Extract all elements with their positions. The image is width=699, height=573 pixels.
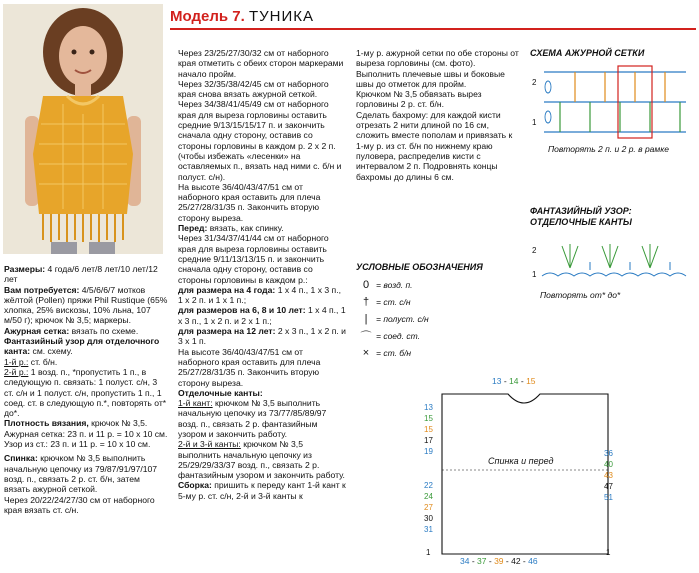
sizes-label: Размеры: — [4, 264, 46, 274]
size-value: 39 — [494, 556, 504, 566]
pattern-schematic — [420, 372, 620, 568]
fancy-text: см. схему. — [32, 346, 73, 357]
mid-p4: На высоте 36/40/43/47/51 см от наборного края оставить для плеча 25/27/28/31/35 п. Закончить вторую сторону выреза. — [178, 181, 321, 223]
trim1-text: крючком № 3,5 выполнить начальную цепочку из 73/77/85/89/97 возд. п., связать 2 р. фантазийным узором и закончить работу. — [178, 398, 327, 439]
legend-label: = ст. с/н — [376, 296, 411, 307]
size-value: 43 — [604, 471, 613, 480]
right-p3: Крючком № 3,5 обвязать вырез горловины 2 р. ст. б/н. — [356, 89, 482, 110]
pattern-outline — [420, 372, 620, 568]
back-text-2: Через 20/22/24/27/30 см от наборного края вязать ст. с/н. — [4, 494, 155, 515]
size-value: 46 — [528, 556, 538, 566]
size-value: 24 — [424, 492, 433, 501]
legend-row-dc — [356, 293, 516, 310]
legend-label: = соед. ст. — [376, 330, 420, 341]
mid-p2: Через 32/35/38/42/45 см от наборного края снова вязать ажурной сеткой. — [178, 78, 329, 100]
fancy-chart-diagram — [540, 236, 690, 286]
size-value: 15 — [424, 414, 433, 423]
front-text: вязать, как спинку. — [209, 223, 284, 234]
middle-column — [178, 48, 346, 501]
assembly-text: пришить к переду кант 1-й кант к 5-му р. ст. с/н, 2-й и 3-й канты к — [178, 480, 346, 501]
lace-label: Ажурная сетка: — [4, 325, 70, 336]
materials-label: Вам потребуется: — [4, 284, 80, 295]
model-header — [170, 4, 696, 30]
mid-p3: Через 34/38/41/45/49 см от наборного края для выреза горловины оставить средние 9/13/15/15/17 п. и закончить сначала одну сторону, оставив со стороны горловины в каждом р. 2 х 2 п. (чтобы избежать «лесенки» на оставляемых п., вязать над ними с. б/н и полуст. с/н). — [178, 99, 342, 182]
chain-stitch-icon: 0 — [362, 278, 370, 291]
trim-label: Отделочные канты: — [178, 387, 263, 398]
row1-label: 1-й р.: — [4, 356, 29, 367]
back-text: крючком № 3,5 выполнить начальную цепочку из 79/87/91/97/107 возд. п., связать 2 р. ст. б/н, затем вязать ажурной сеткой. — [4, 453, 158, 495]
lace-text: вязать по схеме. — [71, 325, 139, 336]
size-value: 13 — [424, 403, 433, 412]
double-crochet-icon: † — [362, 295, 370, 308]
fancy-chart-title-2: ОТДЕЛОЧНЫЕ КАНТЫ — [530, 217, 632, 227]
trim23-text: крючком № 3,5 выполнить начальную цепочку из 25/29/29/33/37 возд. п., связать 2 р. фантазийным узором и закончить работу. — [178, 439, 345, 481]
size-value: 42 — [511, 556, 521, 566]
pattern-center-label: Спинка и перед — [488, 456, 554, 466]
size-value: 13 — [492, 376, 502, 386]
size12-label: для размера на 12 лет: — [178, 326, 276, 337]
fancy-chart-title-1: ФАНТАЗИЙНЫЙ УЗОР: — [530, 206, 632, 216]
fancy-chart-caption: Повторять от* до* — [540, 290, 621, 300]
sizes-text: 4 года/6 лет/8 лет/10 лет/12 лет — [4, 264, 158, 285]
lace-row-label: 1 — [532, 118, 537, 127]
legend — [356, 262, 516, 361]
mid-p5: Через 31/34/37/41/44 см от наборного края для выреза горловины оставить средние 9/11/13/13/15 п. и закончить сначала одну сторону, оставив со стороны горловины в каждом р.: — [178, 233, 329, 285]
size-value: 34 — [460, 556, 470, 566]
model-title: ТУНИКА — [248, 8, 314, 25]
materials-text: 4/5/6/6/7 мотков жёлтой (Pollen) пряжи Phil Rustique (65% хлопка, 25% вискозы, 10% льна, 107 м/50 г); крючок № 3,5; маркеры. — [4, 284, 168, 326]
half-double-icon: | — [364, 312, 368, 325]
size-value: 30 — [424, 514, 433, 523]
mid-p6: На высоте 36/40/43/47/51 см от наборного края оставить для плеча 25/27/28/31/35 п. Закончить вторую сторону выреза. — [178, 346, 321, 388]
size-value: 15 — [526, 376, 536, 386]
row1-text: ст. б/н. — [30, 356, 58, 367]
legend-row-slip — [356, 327, 516, 344]
pattern-left-one: 1 — [426, 548, 431, 557]
size-value: 31 — [424, 525, 433, 534]
size12-text: 2 х 3 п., 1 х 2 п. и 3 х 1 п. — [178, 326, 346, 347]
size-value: 22 — [424, 481, 433, 490]
pattern-left-bottom-sizes — [424, 480, 440, 535]
mid-p1: Через 23/25/27/30/32 см от наборного края отметить с обеих сторон маркерами начало пройм. — [178, 48, 344, 79]
tunic-photo — [3, 4, 163, 254]
size-value: 15 — [424, 425, 433, 434]
pattern-left-top-sizes — [424, 402, 440, 457]
legend-label: = ст. б/н — [376, 347, 412, 358]
back-label: Спинка: — [4, 453, 38, 464]
slip-stitch-icon: ⌒ — [360, 330, 372, 343]
row2-text: 1 возд. п., *пропустить 1 п., в следующую п. связать: 1 полуст. с/н, 3 ст. с/н и 1 полуст. с/н, пропустить 1 п., 1 соед. ст. в следующую п.*, повторять от* до*. — [4, 366, 167, 419]
size-value: 40 — [604, 460, 613, 469]
size-value: 17 — [424, 436, 433, 445]
header-rule — [170, 28, 696, 30]
size4-text: 1 х 4 п., 1 х 3 п., 1 х 2 п. и 1 х 1 п.; — [178, 284, 341, 306]
right-p1: 1-му р. ажурной сетки по обе стороны от выреза горловины (см. фото). — [356, 48, 519, 69]
trim1-label: 1-й кант: — [178, 398, 213, 409]
size-value: 36 — [604, 449, 613, 458]
left-column — [4, 264, 168, 515]
legend-label: = полуст. с/н — [376, 313, 429, 324]
pattern-right-sizes — [604, 448, 620, 503]
size-value: 14 — [509, 376, 519, 386]
front-label: Перед: — [178, 223, 208, 234]
fancy-row-label: 2 — [532, 246, 537, 255]
fancy-chart — [530, 206, 698, 306]
size-value: 51 — [604, 493, 613, 502]
trim23-label: 2-й и 3-й канты: — [178, 439, 241, 450]
lace-chart — [530, 48, 698, 158]
single-crochet-icon: × — [362, 346, 370, 359]
size-value: 27 — [424, 503, 433, 512]
lace-chart-diagram — [540, 62, 690, 142]
pattern-bottom-sizes: 34 - 37 - 39 - 42 - 46 — [460, 556, 538, 566]
density-text: крючок № 3,5. Ажурная сетка: 23 п. и 11 р. = 10 х 10 см. Узор из ст.: 23 п. и 11 р. = 10 х 10 см. — [4, 418, 168, 450]
lace-chart-caption: Повторять 2 п. и 2 р. в рамке — [548, 144, 669, 154]
fancy-label: Фантазийный узор для отделочного канта: — [4, 336, 160, 357]
size-value: 19 — [424, 447, 433, 456]
right-p2: Выполнить плечевые швы и боковые швы до отметок для пройм. — [356, 68, 505, 89]
size-value: 47 — [604, 482, 613, 491]
pattern-right-one: 1 — [606, 548, 611, 557]
legend-label: = возд. п. — [376, 279, 413, 290]
right-p4: Сделать бахрому: для каждой кисти отрезать 2 нити длиной по 16 см, сложить вместе пополам и привязать к 1-му р. из ст. б/н по нижнему краю пуловера, распределив кисти с интервалом 2 п. Подровнять концы бахромы до длины 6 см. — [356, 109, 513, 182]
fancy-row-label: 1 — [532, 270, 537, 279]
lace-chart-title: СХЕМА АЖУРНОЙ СЕТКИ — [530, 48, 645, 58]
size6-label: для размеров на 6, 8 и 10 лет: — [178, 305, 306, 316]
lace-row-label: 2 — [532, 78, 537, 87]
assembly-label: Сборка: — [178, 480, 212, 491]
legend-row-sc — [356, 344, 516, 361]
size6-text: 1 х 4 п., 1 х 3 п., 1 х 2 п. и 2 х 1 п.; — [178, 305, 346, 326]
size-value: 37 — [477, 556, 487, 566]
density-label: Плотность вязания, — [4, 418, 89, 429]
legend-title: УСЛОВНЫЕ ОБОЗНАЧЕНИЯ — [356, 262, 483, 272]
row2-label: 2-й р.: — [4, 366, 29, 377]
right-text-column — [356, 48, 520, 182]
legend-row-chain — [356, 276, 516, 293]
pattern-top-sizes: 13 - 14 - 15 — [492, 376, 536, 386]
size4-label: для размера на 4 года: — [178, 284, 276, 295]
legend-row-hdc — [356, 310, 516, 327]
model-label: Модель 7. — [170, 8, 245, 25]
